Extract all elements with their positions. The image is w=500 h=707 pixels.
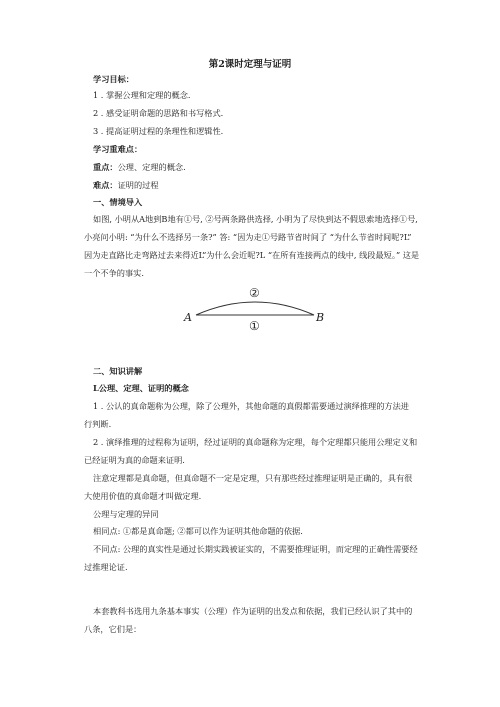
final-line-1: 本套教科书选用九条基本事实（公理）作为证明的出发点和依据，我们已经认识了其中的 [93,606,413,616]
page-title: 第2课时定理与证明 [208,59,292,70]
point-a-label: A [184,311,192,324]
para2-line-1: 2 . 演绎推理的过程称为证明，经过证明的真命题称为定理，每个定理都只能用公理定义和 [93,437,418,447]
keypoints-heading: 学习重难点： [93,144,143,154]
goal-item-3: 3 . 提高证明过程的条理性和逻辑性. [93,126,224,136]
key-text: 公理、定理的概念. [117,162,186,172]
final-line-2: 八条，它们是： [84,624,142,634]
key-label: 重点： [93,162,118,172]
route-1-label: ① [249,319,260,333]
goals-heading: 学习目标： [93,74,134,84]
para1-line-2: 行判断. [84,419,112,429]
hard-text: 证明的过程 [117,180,159,190]
compare-heading: 公理与定理的异同 [93,509,159,519]
section1-line-4: 一个不争的事实. [84,268,144,278]
route-2-arc [196,302,314,315]
para2-line-2: 已经证明为真的命题来证明. [84,455,185,465]
para3-line-1: 注意定理都是真命题，但真命题不一定是定理，只有那些经过推理证明是正确的，具有很 [93,473,413,483]
key-point-line [93,162,186,173]
route-2-label: ② [249,286,260,300]
section2-heading: 二、知识讲解 [93,366,143,376]
same-points: 相同点: ①都是真命题; ②都可以作为证明其他命题的依据. [93,526,303,536]
route-figure [176,283,326,333]
section1-line-2: 小亮问小明: “为什么不选择另一条?” 答: “因为走①号路节省时间了 “为什么节省时间呢?L” [84,232,412,242]
goal-item-2: 2 . 感受证明命题的思路和书写格式. [93,108,224,118]
diff-line-1: 不同点: 公理的真实性是通过长期实践被证实的，不需要推理证明，而定理的正确性需要经 [93,544,418,554]
section1-line-3: 因为走直路比走弯路过去来得近L”为什么会近呢?L “在所有连接两点的线中, 线段最短。” 这是 [84,250,420,260]
section2-subheading: L公理、定理、证明的概念 [93,383,189,393]
para3-line-2: 大使用价值的真命题才叫做定理. [84,491,202,501]
para1-line-1: 1 . 公认的真命题称为公理，除了公理外，其他命题的真假都需要通过演绎推理的方法进 [93,401,409,411]
goal-item-1: 1 . 掌握公理和定理的概念. [93,90,191,100]
section1-line-1: 如图, 小明从A地到B地有①号, ②号两条路供选择, 小明为了尽快到达不假思索地选择①号, [93,214,418,224]
hard-label: 难点： [93,180,118,190]
diff-line-2: 过推理论证. [84,562,128,572]
section1-heading: 一、情境导入 [93,197,143,207]
point-b-label: B [316,311,325,324]
hard-point-line [93,180,159,191]
